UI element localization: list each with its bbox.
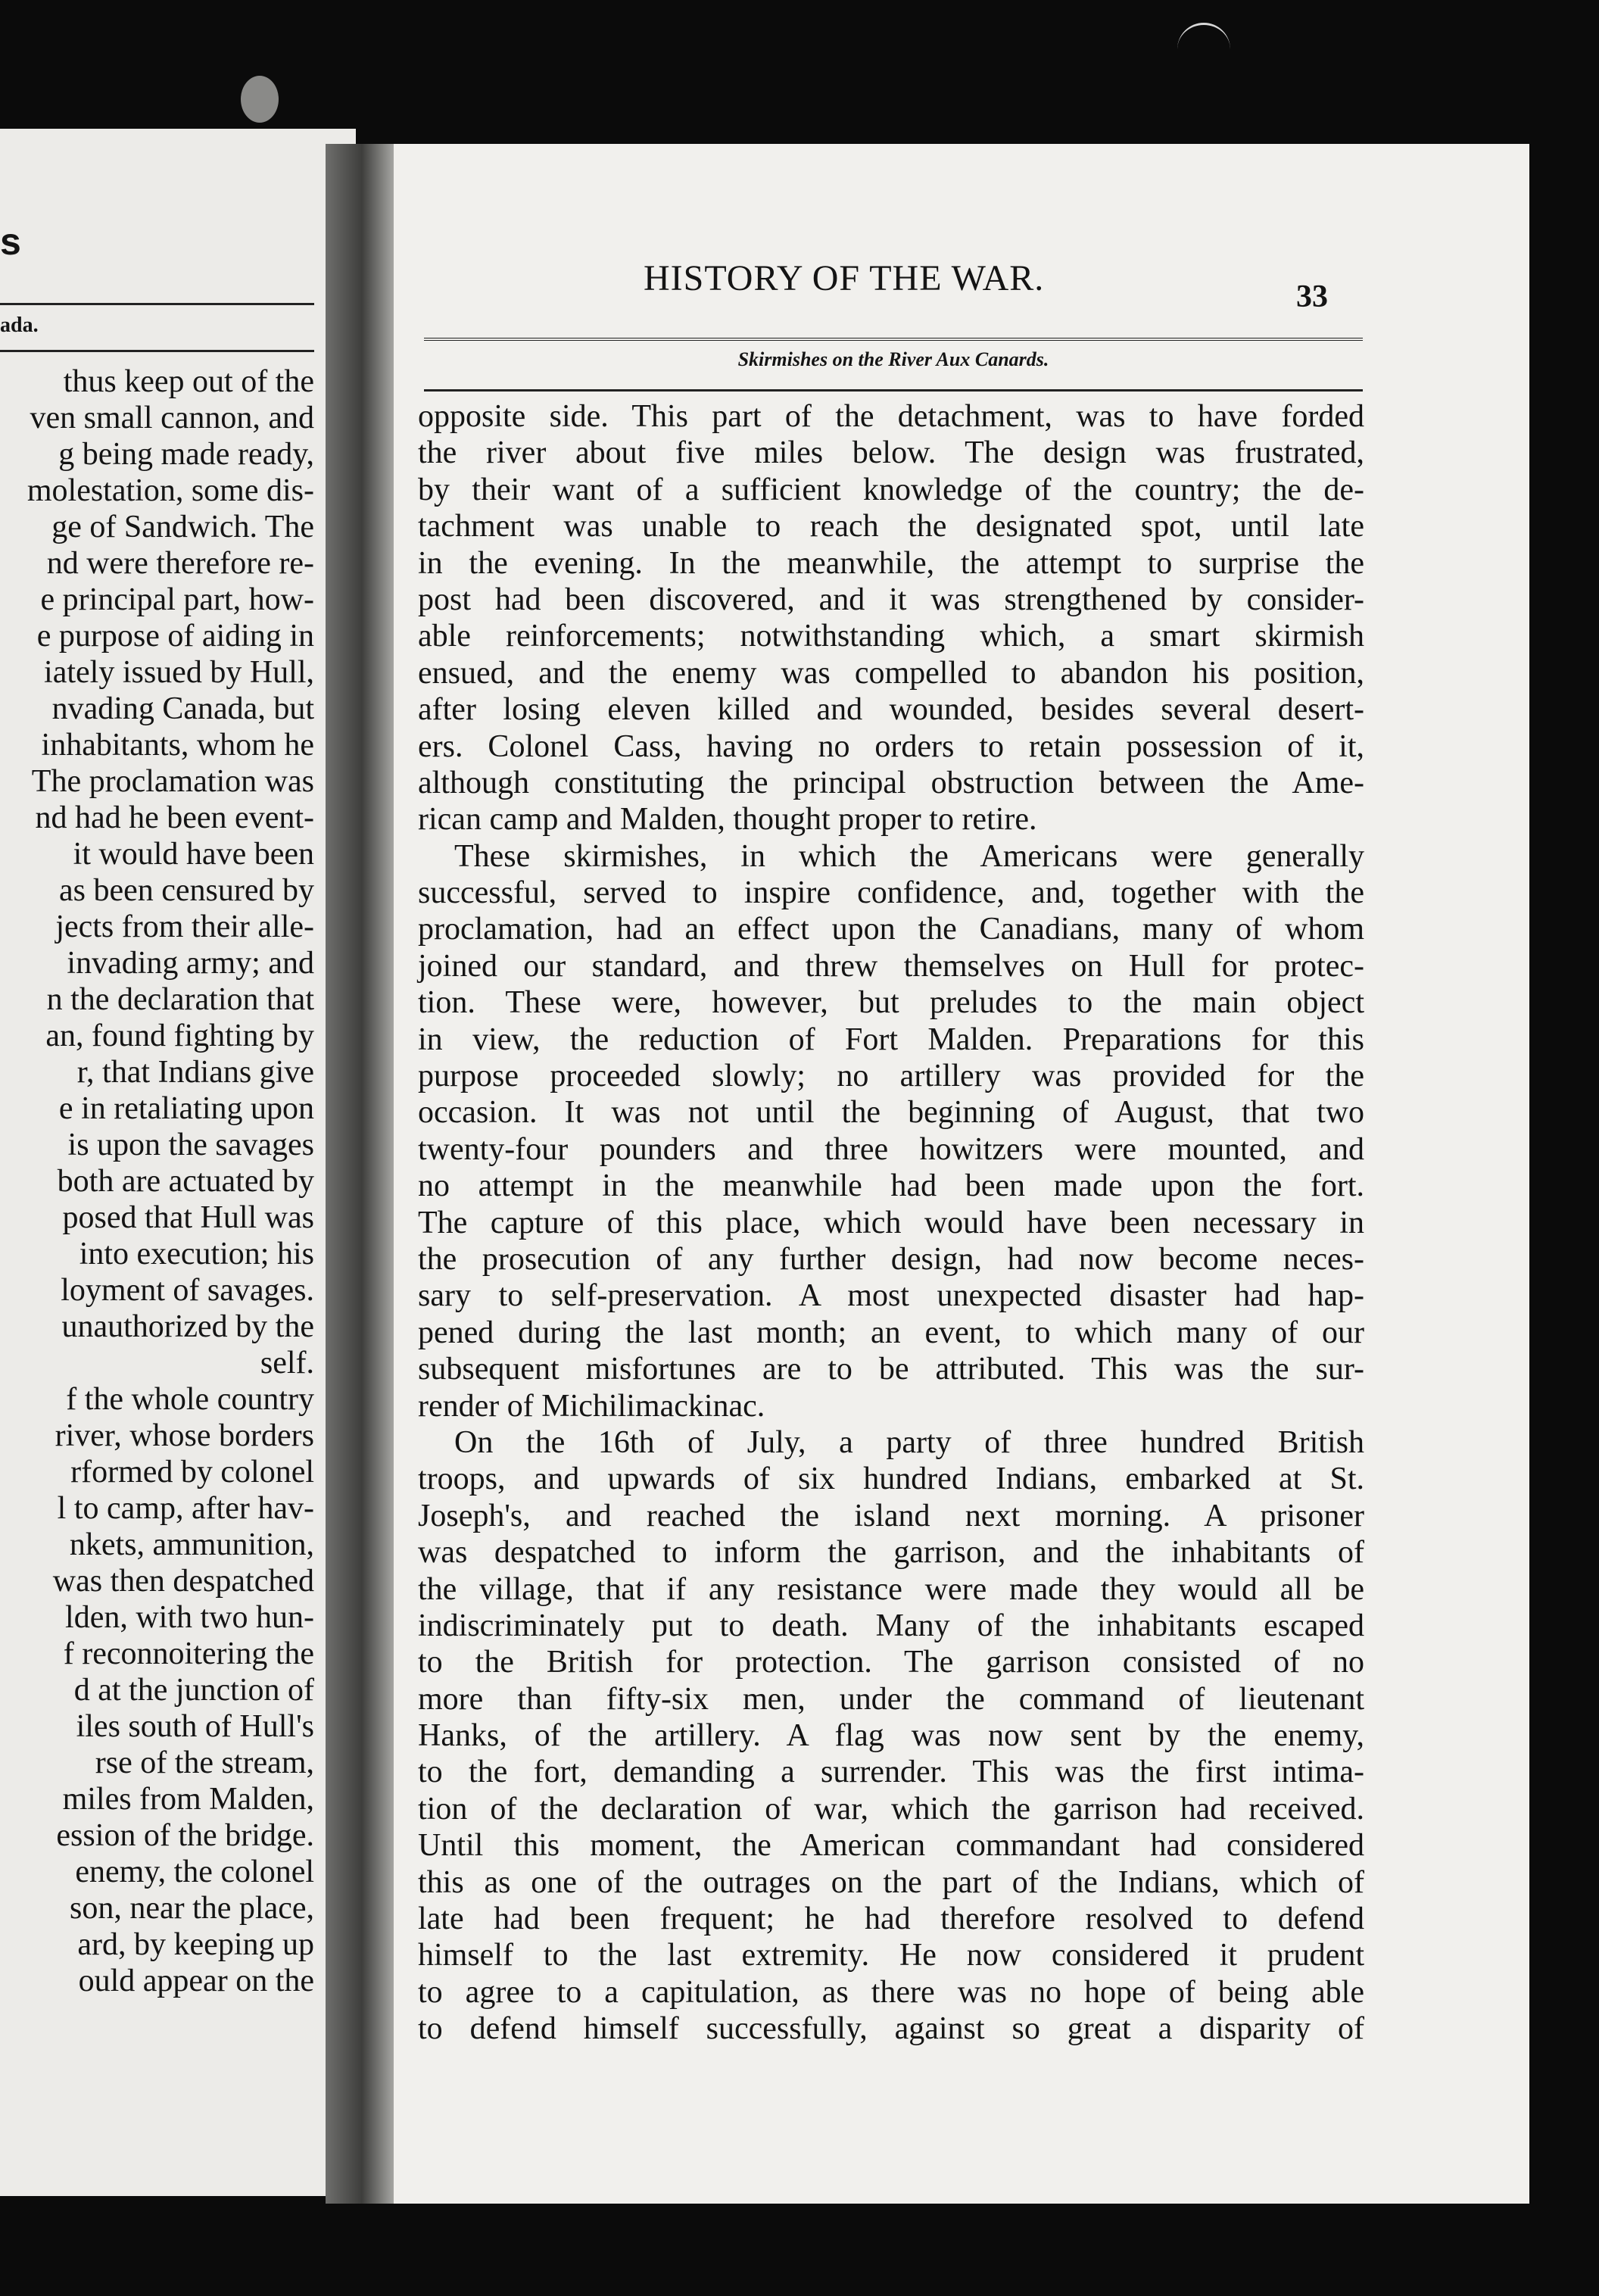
text-line: indiscriminately put to death. Many of the inhabitants escaped: [418, 1608, 1364, 1643]
text-line: no attempt in the meanwhile had been made upon the fort.: [418, 1168, 1364, 1204]
text-line: ers. Colonel Cass, having no orders to retain possession of it,: [418, 728, 1364, 764]
text-line: Hanks, of the artillery. A flag was now sent by the enemy,: [418, 1718, 1364, 1754]
text-line: l to camp, after hav-: [57, 1491, 314, 1526]
text-line: tion of the declaration of war, which the garrison had received.: [418, 1791, 1364, 1827]
text-line: f reconnoitering the: [63, 1636, 314, 1671]
text-line: opposite side. This part of the detachment, was to have forded: [418, 399, 1364, 434]
text-line: e principal part, how-: [40, 582, 314, 617]
text-line: ession of the bridge.: [56, 1818, 314, 1853]
text-line: rican camp and Malden, thought proper to retire.: [418, 802, 1037, 838]
text-line: this as one of the outrages on the part of the Indians, which of: [418, 1864, 1364, 1900]
left-running-head: s: [0, 220, 21, 263]
running-head: HISTORY OF THE WAR.: [644, 258, 1045, 298]
text-line: successful, served to inspire confidence, and, together with the: [418, 875, 1364, 911]
text-line: jects from their alle-: [55, 909, 314, 944]
text-line: tion. These were, however, but preludes to the main object: [418, 985, 1364, 1021]
text-line: after losing eleven killed and wounded, besides several desert-: [418, 692, 1364, 728]
text-line: ard, by keeping up: [77, 1927, 314, 1962]
text-line: n the declaration that: [46, 982, 314, 1017]
text-line: to agree to a capitulation, as there was no hope of being able: [418, 1974, 1364, 2010]
text-line: unauthorized by the: [61, 1309, 314, 1344]
text-line: f the whole country: [66, 1382, 314, 1417]
text-line: to defend himself successfully, against so great a disparity of: [418, 2011, 1364, 2047]
text-line: inhabitants, whom he: [41, 728, 314, 763]
text-line: rformed by colonel: [70, 1455, 314, 1490]
page-number: 33: [1296, 279, 1328, 314]
scan-artifact: [1177, 23, 1230, 55]
left-page-text: [27, 363, 314, 1999]
text-line: the prosecution of any further design, had now become neces-: [418, 1241, 1364, 1277]
text-line: river, whose borders: [55, 1418, 314, 1453]
text-line: ven small cannon, and: [30, 401, 314, 435]
text-line: nkets, ammunition,: [69, 1527, 314, 1562]
text-line: On the 16th of July, a party of three hundred British: [454, 1424, 1364, 1460]
section-heading: Skirmishes on the River Aux Canards.: [737, 348, 1049, 370]
text-line: These skirmishes, in which the Americans were generally: [454, 838, 1364, 874]
text-line: able reinforcements; notwithstanding which, a smart skirmish: [418, 619, 1364, 654]
text-line: d at the junction of: [73, 1673, 314, 1708]
text-line: The capture of this place, which would have been necessary in: [418, 1205, 1364, 1240]
text-line: into execution; his: [79, 1237, 314, 1271]
text-line: iately issued by Hull,: [44, 655, 314, 690]
text-line: in the evening. In the meanwhile, the attempt to surprise the: [418, 545, 1364, 581]
text-line: e purpose of aiding in: [36, 619, 314, 654]
text-line: proclamation, had an effect upon the Canadians, many of whom: [418, 912, 1364, 947]
header-rule: [0, 350, 314, 352]
text-line: ge of Sandwich. The: [51, 510, 314, 544]
text-line: both are actuated by: [57, 1164, 314, 1199]
text-line: purpose proceeded slowly; no artillery was provided for the: [418, 1059, 1364, 1094]
text-line: ould appear on the: [78, 1964, 314, 1998]
text-line: more than fifty-six men, under the command of lieutenant: [418, 1681, 1364, 1717]
text-line: Joseph's, and reached the island next morning. A prisoner: [418, 1498, 1364, 1533]
text-line: self.: [260, 1346, 314, 1380]
text-line: tachment was unable to reach the designated spot, until late: [418, 509, 1364, 544]
text-line: r, that Indians give: [76, 1055, 314, 1090]
text-line: miles from Malden,: [62, 1782, 314, 1817]
text-line: enemy, the colonel: [75, 1855, 314, 1889]
text-line: pened during the last month; an event, to which many of our: [418, 1315, 1364, 1350]
text-line: was then despatched: [52, 1564, 314, 1599]
text-line: troops, and upwards of six hundred Indians, embarked at St.: [418, 1462, 1364, 1497]
text-line: posed that Hull was: [62, 1200, 314, 1235]
text-line: the village, that if any resistance were made they would all be: [418, 1571, 1364, 1607]
text-line: g being made ready,: [58, 437, 314, 472]
text-line: nd had he been event-: [35, 800, 314, 835]
text-line: molestation, some dis-: [26, 473, 314, 508]
text-line: an, found fighting by: [45, 1019, 314, 1053]
text-line: is upon the savages: [67, 1128, 314, 1162]
text-line: rse of the stream,: [95, 1745, 314, 1780]
text-line: nd were therefore re-: [46, 546, 314, 581]
text-line: nvading Canada, but: [51, 691, 314, 726]
text-line: render of Michilimackinac.: [418, 1388, 765, 1424]
header-rule: [0, 303, 314, 305]
text-line: iles south of Hull's: [76, 1709, 314, 1744]
text-line: lden, with two hun-: [65, 1600, 314, 1635]
text-line: twenty-four pounders and three howitzers were mounted, and: [418, 1131, 1364, 1167]
text-line: by their want of a sufficient knowledge of the country; the de-: [418, 472, 1364, 507]
text-line: himself to the last extremity. He now considered it prudent: [418, 1938, 1364, 1973]
text-line: post had been discovered, and it was strengthened by consider-: [418, 582, 1364, 617]
text-line: e in retaliating upon: [58, 1091, 314, 1126]
text-line: invading army; and: [67, 946, 314, 981]
left-page: [0, 129, 356, 2196]
text-line: in view, the reduction of Fort Malden. Preparations for this: [418, 1022, 1364, 1057]
text-line: the river about five miles below. The design was frustrated,: [418, 435, 1364, 471]
text-line: son, near the place,: [69, 1891, 314, 1926]
text-line: occasion. It was not until the beginning of August, that two: [418, 1095, 1364, 1131]
header-rule: [424, 338, 1363, 344]
text-line: although constituting the principal obstruction between the Ame-: [418, 765, 1364, 800]
text-line: The proclamation was: [31, 764, 314, 799]
text-line: joined our standard, and threw themselves on Hull for protec-: [418, 948, 1364, 984]
body-text: [418, 398, 1364, 2048]
left-section-heading: ada.: [0, 314, 39, 337]
text-line: subsequent misfortunes are to be attributed. This was the sur-: [418, 1352, 1364, 1387]
text-line: Until this moment, the American commandant had considered: [418, 1828, 1364, 1864]
scan-artifact: [241, 76, 279, 123]
text-line: sary to self-preservation. A most unexpected disaster had hap-: [418, 1278, 1364, 1314]
text-line: to the fort, demanding a surrender. This was the first intima-: [418, 1755, 1364, 1790]
text-line: to the British for protection. The garrison consisted of no: [418, 1645, 1364, 1680]
right-page: [394, 144, 1529, 2204]
text-line: was despatched to inform the garrison, and the inhabitants of: [418, 1535, 1364, 1571]
header-rule: [424, 389, 1363, 392]
text-line: loyment of savages.: [61, 1273, 314, 1308]
text-line: it would have been: [73, 837, 314, 872]
text-line: thus keep out of the: [63, 364, 314, 399]
text-line: as been censured by: [58, 873, 314, 908]
text-line: ensued, and the enemy was compelled to abandon his position,: [418, 655, 1364, 691]
text-line: late had been frequent; he had therefore resolved to defend: [418, 1901, 1364, 1937]
